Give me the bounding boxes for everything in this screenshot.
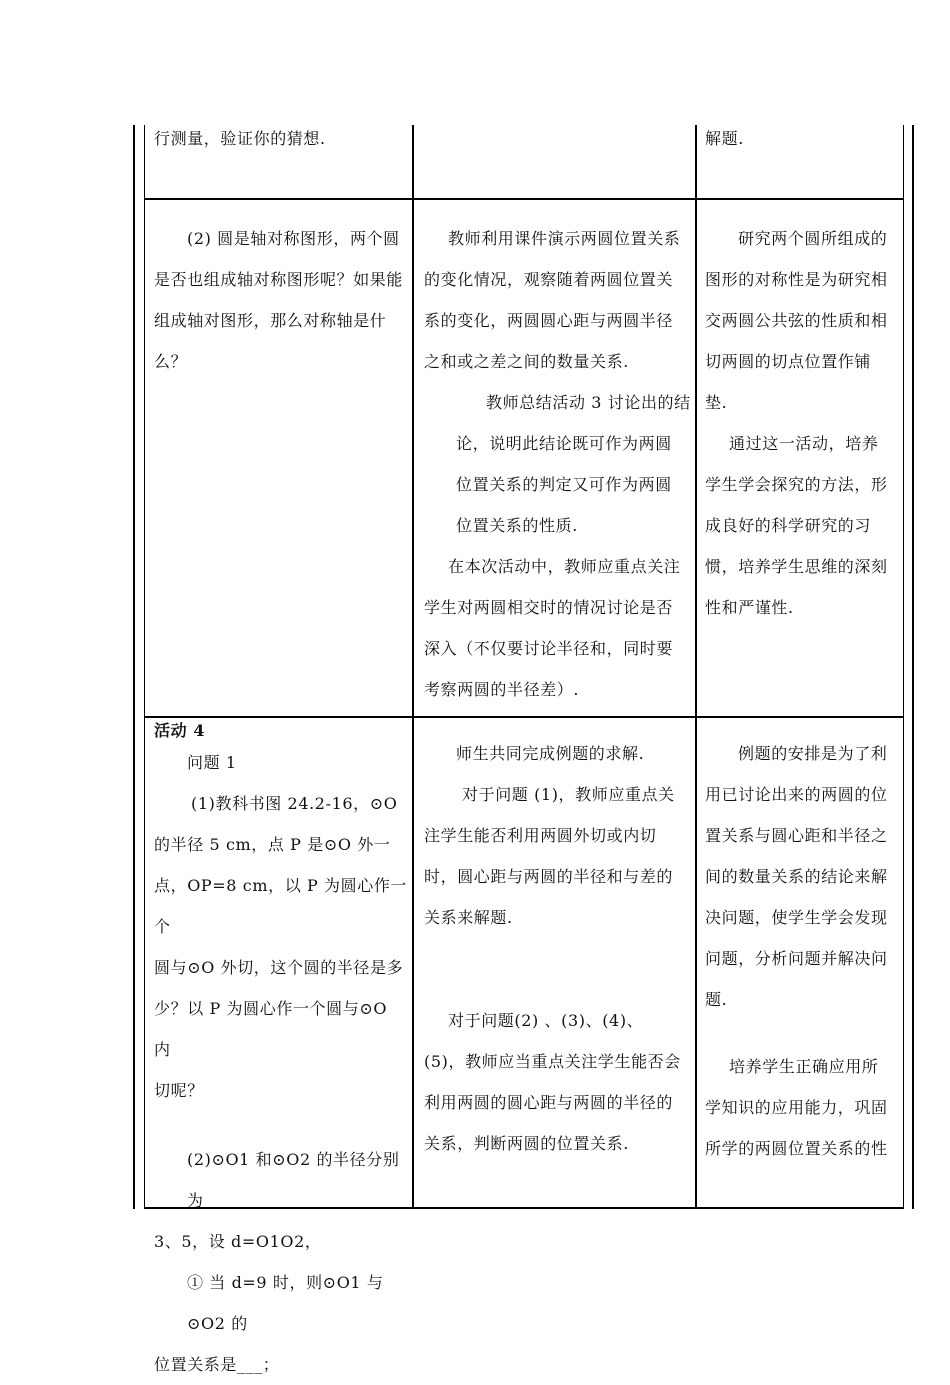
row2-col3-line: 性和严谨性. <box>705 598 794 617</box>
row3-col1-line: 3、5，设 d=O1O2， <box>154 1232 322 1251</box>
row3-col3-line: 例题的安排是为了利 <box>738 744 888 763</box>
row2-col3-line: 学生学会探究的方法，形 <box>705 475 888 494</box>
row2-col3-line: 成良好的科学研究的习 <box>705 516 872 535</box>
row-divider-1 <box>144 198 904 200</box>
column-divider-2 <box>695 125 697 1209</box>
row3-col3-cell <box>705 733 900 1169</box>
row3-col2-line: (5)，教师应当重点关注学生能否会 <box>424 1052 681 1071</box>
row3-col3-line: 题. <box>705 990 728 1009</box>
row1-col3-line: 解题. <box>705 129 744 148</box>
row3-col2-line: 关系，判断两圆的位置关系. <box>424 1134 629 1153</box>
row3-col1-line: (2)⊙O1 和⊙O2 的半径分别为 <box>187 1150 400 1210</box>
row3-col1-line: (1)教科书图 24.2-16，⊙O <box>191 794 398 813</box>
row2-col2-line: 的变化情况，观察随着两圆位置关 <box>424 270 674 289</box>
row2-col3-line: 切两圆的切点位置作铺 <box>705 352 872 371</box>
row-divider-2 <box>144 716 904 718</box>
row3-col1-line: 的半径 5 cm，点 P 是⊙O 外一 <box>154 835 391 854</box>
row2-col3-line: 图形的对称性是为研究相 <box>705 270 888 289</box>
row2-col2-line: 之和或之差之间的数量关系. <box>424 352 629 371</box>
row1-col1-line: 行测量，验证你的猜想. <box>154 129 326 148</box>
row3-col3-line: 问题，分析问题并解决问 <box>705 949 888 968</box>
row3-col1-cell <box>154 720 409 1385</box>
row2-col2-line: 教师利用课件演示两圆位置关系 <box>448 229 681 248</box>
row2-col2-line: 在本次活动中，教师应重点关注 <box>448 557 681 576</box>
row3-col2-line: 关系来解题. <box>424 908 513 927</box>
row3-col3-line: 决问题，使学生学会发现 <box>705 908 888 927</box>
table-border-right-inner <box>903 125 904 1209</box>
row3-col2-line: 对于问题(2) 、(3)、(4)、 <box>448 1011 644 1030</box>
row3-col3-line: 培养学生正确应用所 <box>729 1057 879 1076</box>
row3-col3-line: 置关系与圆心距和半径之 <box>705 826 888 845</box>
row3-col1-line: 问题 1 <box>187 753 237 772</box>
row2-col2-line: 位置关系的判定又可作为两圆 <box>456 475 672 494</box>
row3-col2-line: 时，圆心距与两圆的半径和与差的 <box>424 867 674 886</box>
row3-col1-line: ① 当 d=9 时，则⊙O1 与⊙O2 的 <box>187 1273 384 1333</box>
row1-col1-cell <box>154 118 404 159</box>
row3-col2-cell <box>424 733 694 1164</box>
row2-col1-line: (2) 圆是轴对称图形，两个圆 <box>187 229 400 248</box>
row2-col2-line: 系的变化，两圆圆心距与两圆半径 <box>424 311 674 330</box>
row2-col2-line: 位置关系的性质. <box>456 516 578 535</box>
row2-col3-line: 交两圆公共弦的性质和相 <box>705 311 888 330</box>
row2-col3-line: 惯，培养学生思维的深刻 <box>705 557 888 576</box>
row3-col2-line: 利用两圆的圆心距与两圆的半径的 <box>424 1093 674 1112</box>
row3-col2-line: 师生共同完成例题的求解. <box>456 744 645 763</box>
row3-col3-line: 学知识的应用能力，巩固 <box>705 1098 888 1117</box>
row3-col3-line: 用已讨论出来的两圆的位 <box>705 785 888 804</box>
column-divider-1 <box>412 125 414 1209</box>
row2-col3-cell <box>705 218 900 628</box>
row1-col3-cell <box>705 118 895 159</box>
row3-col3-line: 间的数量关系的结论来解 <box>705 867 888 886</box>
row2-col2-line: 深入（不仅要讨论半径和，同时要 <box>424 639 674 658</box>
row3-col1-line: 少？以 P 为圆心作一个圆与⊙O 内 <box>154 999 388 1059</box>
row2-col2-line: 考察两圆的半径差）. <box>424 680 580 699</box>
row2-col2-line: 学生对两圆相交时的情况讨论是否 <box>424 598 674 617</box>
row3-col2-line: 对于问题 (1)，教师应重点关 <box>462 785 675 804</box>
row3-col1-line: 切呢？ <box>154 1081 204 1100</box>
row2-col3-line: 通过这一活动，培养 <box>729 434 879 453</box>
table-border-left-inner <box>144 125 145 1209</box>
table-border-right <box>912 125 914 1209</box>
table-border-left <box>133 125 135 1209</box>
row2-col3-line: 研究两个圆所组成的 <box>738 229 888 248</box>
row2-col2-line: 教师总结活动 3 讨论出的结 <box>486 393 691 412</box>
row2-col1-line: 是否也组成轴对称图形呢？如果能 <box>154 270 404 289</box>
row3-col1-line: 位置关系是___； <box>154 1355 280 1374</box>
row2-col2-cell <box>424 218 694 710</box>
row3-col2-line: 注学生能否利用两圆外切或内切 <box>424 826 657 845</box>
activity-title: 活动 4 <box>154 721 206 740</box>
row3-col1-line: 圆与⊙O 外切，这个圆的半径是多 <box>154 958 404 977</box>
row2-col3-line: 垫. <box>705 393 728 412</box>
row2-col1-line: 组成轴对图形，那么对称轴是什 <box>154 311 387 330</box>
row2-col1-line: 么？ <box>154 352 188 371</box>
row2-col1-cell <box>154 218 409 382</box>
row3-col3-line: 所学的两圆位置关系的性 <box>705 1139 888 1158</box>
row3-col1-line: 点，OP=8 cm，以 P 为圆心作一个 <box>154 876 408 936</box>
row2-col2-line: 论，说明此结论既可作为两圆 <box>456 434 672 453</box>
